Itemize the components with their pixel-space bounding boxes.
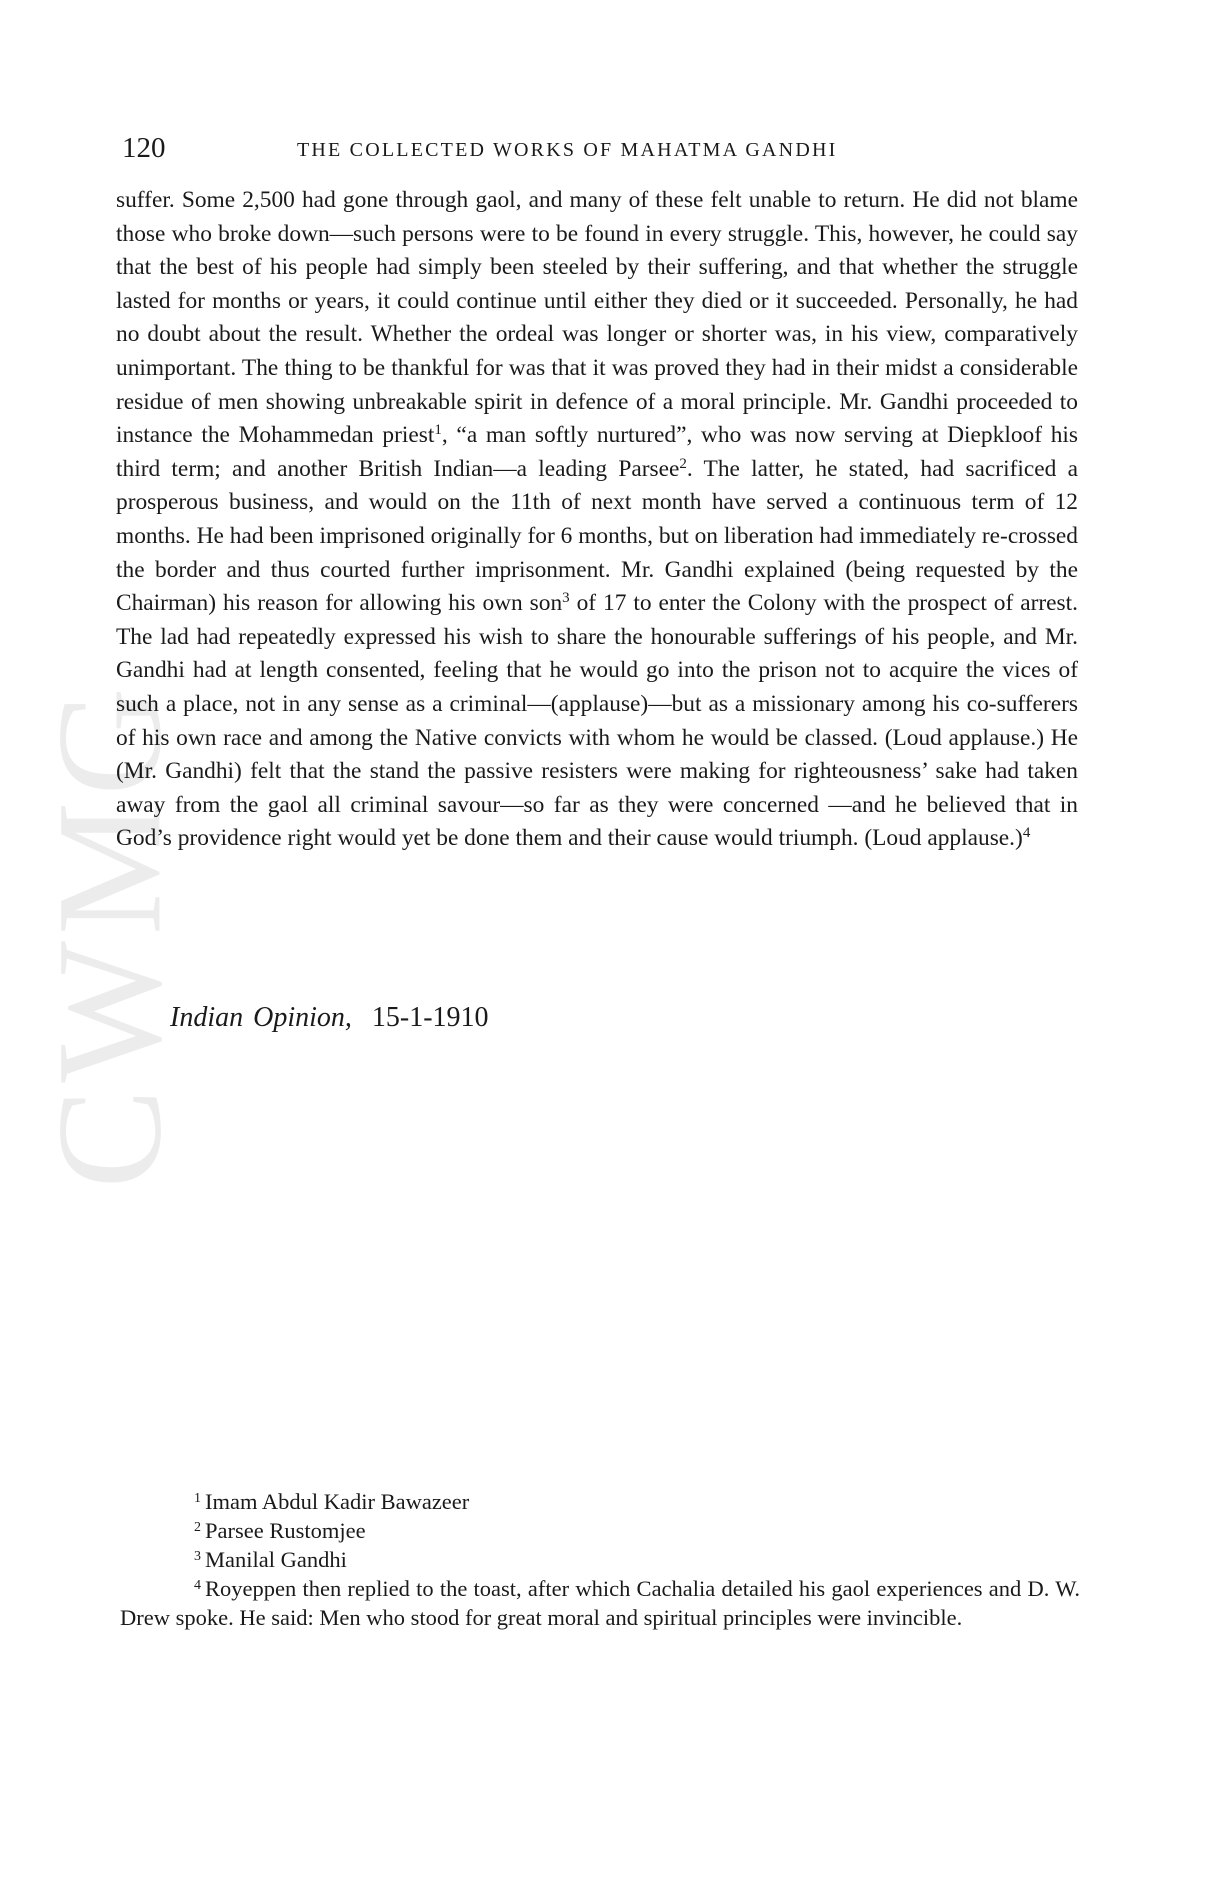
footnote-4 xyxy=(120,1574,1080,1632)
footnotes-section xyxy=(120,1487,1080,1632)
body-text-part-2: , “a man softly nurtured”, who was now serving at Diepkloof his third term; and another British Indian—a leading Parsee xyxy=(116,422,1078,482)
source-date: 15-1-1910 xyxy=(371,1002,489,1033)
watermark-text: CWMG xyxy=(26,681,193,1189)
footnote-2 xyxy=(120,1516,1080,1545)
footnote-text: Imam Abdul Kadir Bawazeer xyxy=(205,1489,470,1514)
footnote-number: 1 xyxy=(194,1491,201,1506)
page-number: 120 xyxy=(122,132,166,164)
body-text-part-1: suffer. Some 2,500 had gone through gaol, and many of these felt unable to return. He did not blame those who broke down—such persons were to be found in every struggle. This, however, he could say that the best of his people had simply been steeled by their suffering, and that whether the struggle lasted for months or years, it could continue until either they died or it succeeded. Personally, he had no doubt about the result. Whether the ordeal was longer or shorter was, in his view, comparatively unimportant. The thing to be thankful for was that it was proved they had in their midst a considerable residue of men showing unbreakable spirit in defence of a moral principle. Mr. Gandhi proceeded to instance the Mohammedan priest xyxy=(116,187,1078,449)
footnote-text: Parsee Rustomjee xyxy=(205,1518,366,1543)
footnote-ref-4[interactable]: 4 xyxy=(1022,825,1031,842)
body-text-part-4: of 17 to enter the Colony with the prospect of arrest. The lad had repeatedly expressed his wish to share the honourable sufferings of his people, and Mr. Gandhi had at length consented, feeling that he would go into the prison not to acquire the vices of such a place, not in any sense as a criminal—(applause)—but as a missionary among his co-sufferers of his own race and among the Native convicts with whom he would be classed. (Loud applause.) He (Mr. Gandhi) felt that the stand the passive resisters were making for righteousness’ sake had taken away from the gaol all criminal savour—so far as they were concerned —and he believed that in God’s providence right would yet be done them and their cause would triumph. (Loud applause.) xyxy=(116,590,1078,852)
footnote-ref-2[interactable]: 2 xyxy=(679,455,687,472)
source-citation xyxy=(170,1000,489,1036)
footnote-1 xyxy=(120,1487,1080,1516)
footnote-text: Manilal Gandhi xyxy=(205,1547,347,1572)
footnote-ref-1[interactable]: 1 xyxy=(434,422,442,439)
running-head: THE COLLECTED WORKS OF MAHATMA GANDHI xyxy=(297,139,838,161)
body-paragraph xyxy=(116,184,1078,856)
source-title: Indian Opinion, xyxy=(170,1002,352,1033)
body-text-part-3: . The latter, he stated, had sacrificed a prosperous business, and would on the 11th of next month have served a continuous term of 12 months. He had been imprisoned originally for 6 months, but on liberation had immediately re-crossed the border and thus courted further imprisonment. Mr. Gandhi explained (being requested by the Chairman) his reason for allowing his own son xyxy=(116,455,1078,617)
footnote-text: Royeppen then replied to the toast, after which Cachalia detailed his gaol experiences and D. W. Drew spoke. He said: Men who stood for great moral and spiritual principles were invincible. xyxy=(120,1576,1080,1630)
footnote-3 xyxy=(120,1545,1080,1574)
footnote-number: 3 xyxy=(194,1549,201,1564)
footnote-number: 2 xyxy=(194,1520,201,1535)
footnote-number: 4 xyxy=(194,1578,201,1593)
footnote-ref-3[interactable]: 3 xyxy=(562,590,570,607)
